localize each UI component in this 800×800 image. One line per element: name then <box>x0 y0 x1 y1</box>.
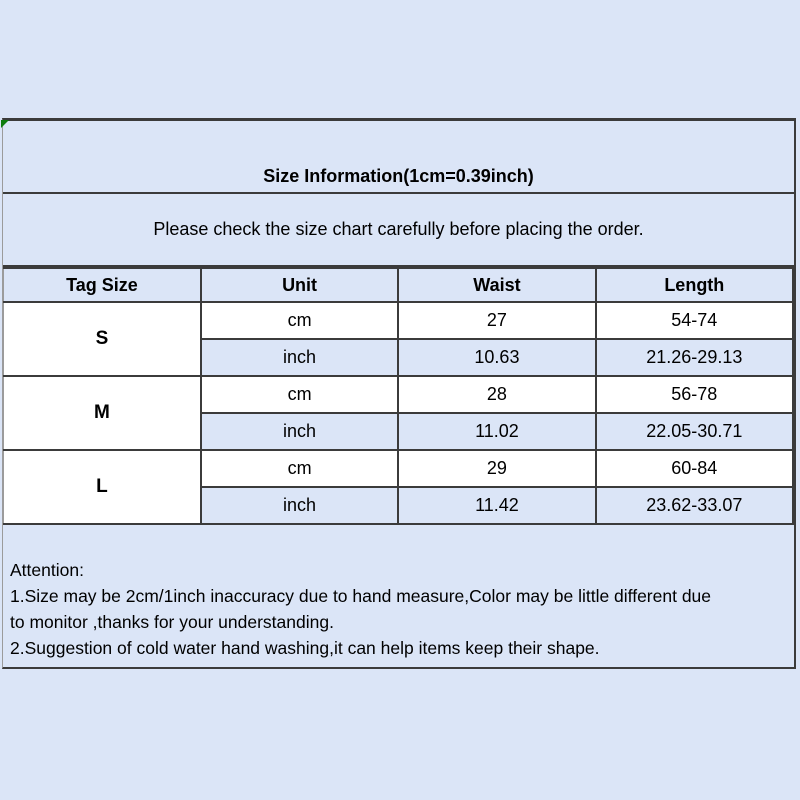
cell-s-inch-unit: inch <box>201 339 398 376</box>
page-title: Size Information(1cm=0.39inch) <box>3 121 794 194</box>
col-header-waist: Waist <box>398 268 595 302</box>
table-row-m-cm <box>4 376 794 413</box>
subtitle: Please check the size chart carefully before placing the order. <box>3 194 794 267</box>
cell-l-cm-waist: 29 <box>398 450 595 487</box>
cell-l-cm-length: 60-84 <box>596 450 793 487</box>
table-row-s-cm <box>4 302 794 339</box>
cell-l-inch-unit: inch <box>201 487 398 524</box>
cell-s-inch-length: 21.26-29.13 <box>596 339 793 376</box>
attention-line-1: 1.Size may be 2cm/1inch inaccuracy due to hand measure,Color may be little different due <box>10 586 712 606</box>
cell-m-cm-unit: cm <box>201 376 398 413</box>
cell-s-cm-unit: cm <box>201 302 398 339</box>
cell-m-inch-waist: 11.02 <box>398 413 595 450</box>
cell-m-inch-length: 22.05-30.71 <box>596 413 793 450</box>
col-header-unit: Unit <box>201 268 398 302</box>
attention-note <box>3 525 794 667</box>
attention-line-1-cont: to monitor ,thanks for your understanding. <box>10 612 334 632</box>
cell-m-cm-length: 56-78 <box>596 376 793 413</box>
cell-s-cm-length: 54-74 <box>596 302 793 339</box>
size-table <box>3 267 794 525</box>
col-header-length: Length <box>596 268 793 302</box>
cell-l-inch-length: 23.62-33.07 <box>596 487 793 524</box>
cell-m-cm-waist: 28 <box>398 376 595 413</box>
cell-s-inch-waist: 10.63 <box>398 339 595 376</box>
size-label-s: S <box>4 302 201 376</box>
col-header-tag-size: Tag Size <box>4 268 201 302</box>
table-row-l-cm <box>4 450 794 487</box>
cell-l-inch-waist: 11.42 <box>398 487 595 524</box>
attention-heading: Attention: <box>10 560 84 580</box>
corner-marker-icon <box>1 120 9 128</box>
size-info-panel <box>2 118 796 669</box>
attention-line-2: 2.Suggestion of cold water hand washing,it can help items keep their shape. <box>10 638 600 658</box>
size-label-m: M <box>4 376 201 450</box>
cell-s-cm-waist: 27 <box>398 302 595 339</box>
table-header-row <box>4 268 794 302</box>
cell-l-cm-unit: cm <box>201 450 398 487</box>
cell-m-inch-unit: inch <box>201 413 398 450</box>
size-label-l: L <box>4 450 201 524</box>
